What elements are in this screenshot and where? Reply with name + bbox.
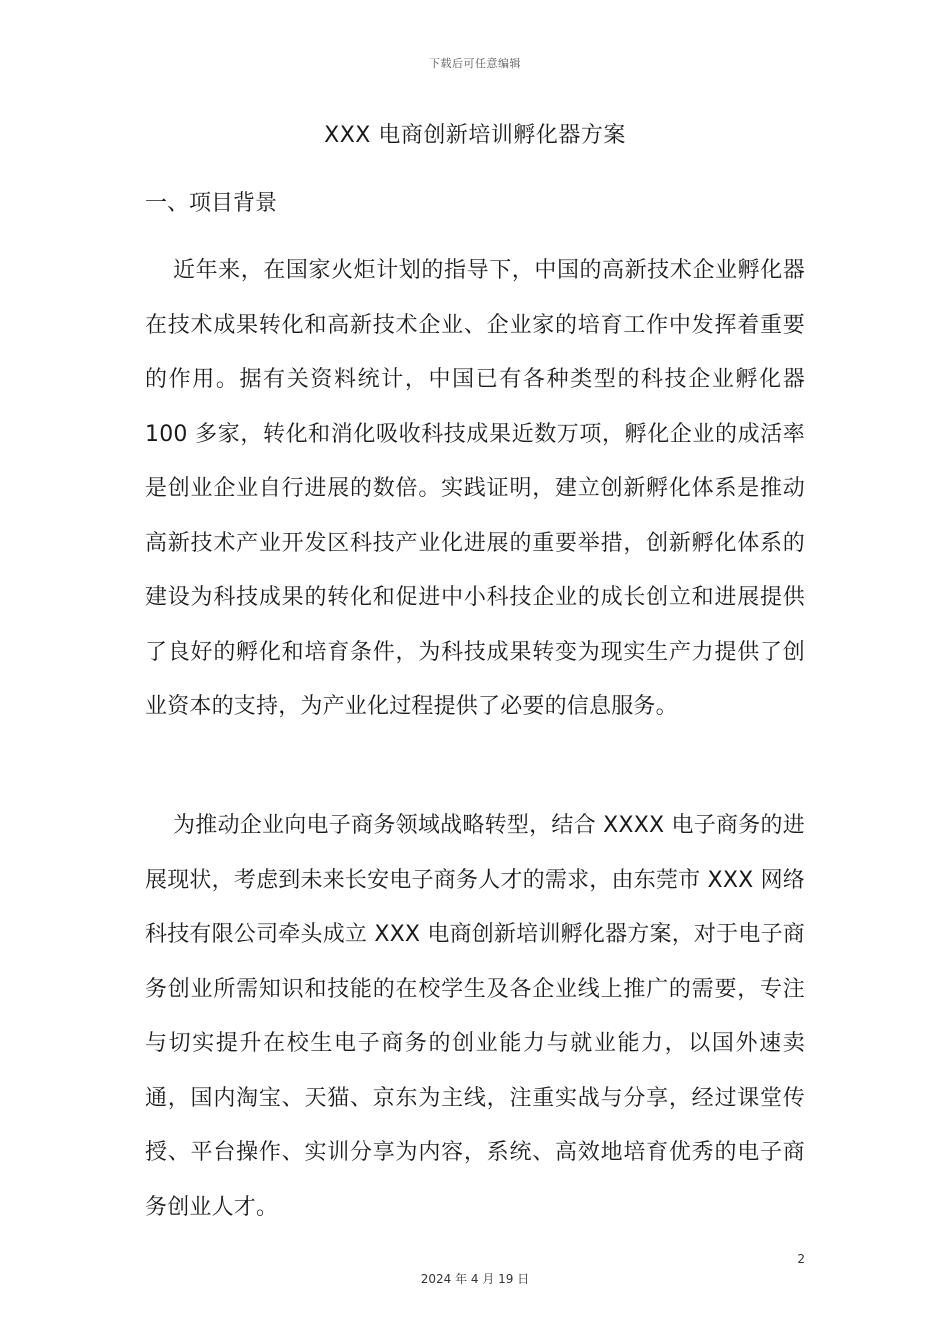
header-note: 下载后可任意编辑 [429,57,521,70]
body-paragraph-2: 为推动企业向电子商务领域战略转型，结合 XXXX 电子商务的进展现状，考虑到未来长安电子商务人才的需求，由东莞市 XXX 网络科技有限公司牵头成立 XXX 电商创新培训孵化器方案，对于电子商务创业所需知识和技能的在校学生及各企业线上推广的需要，专注与切实提升在校生电子商务的创业能力与就业能力，以国外速卖通，国内淘宝、天猫、京东为主线，注重实战与分享，经过课堂传授、平台操作、实训分享为内容，系统、高效地培育优秀的电子商务创业人才。 [145,813,805,1220]
body-paragraph-1: 近年来，在国家火炬计划的指导下，中国的高新技术企业孵化器在技术成果转化和高新技术企业、企业家的培育工作中发挥着重要的作用。据有关资料统计，中国已有各种类型的科技企业孵化器 100 多家，转化和消化吸收科技成果近数万项，孵化企业的成活率是创业企业自行进展的数倍。实践证明，建立创新孵化体系是推动高新技术产业开发区科技产业化进展的重要举措，创新孵化体系的建设为科技成果的转化和促进中小科技企业的成长创立和进展提供了良好的孵化和培育条件，为科技成果转变为现实生产力提供了创业资本的支持，为产业化过程提供了必要的信息服务。 [145,258,805,719]
document-title: XXX 电商创新培训孵化器方案 [324,123,626,148]
page-number: 2 [797,1252,805,1266]
section-heading: 一、项目背景 [145,191,278,216]
footer-date: 2024 年 4 月 19 日 [420,1272,530,1286]
